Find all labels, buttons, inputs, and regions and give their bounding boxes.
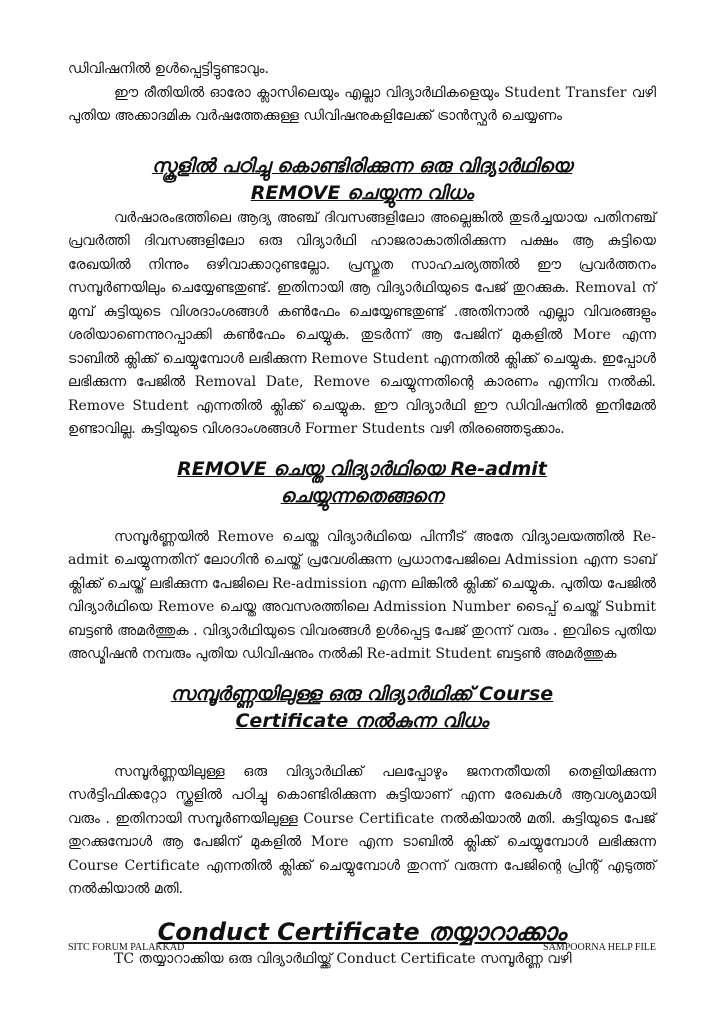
footer-left: SITC FORUM PALAKKAD bbox=[68, 942, 185, 953]
section3-title-line1: സമ്പൂർണ്ണയിലുള്ള ഒരു വിദ്യാർഥിക്ക് Course bbox=[170, 682, 554, 705]
section3-heading bbox=[68, 681, 656, 735]
section1-body: വർഷാരംഭത്തിലെ ആദ്യ അഞ്ച് ദിവസങ്ങളിലോ അല്ലെങ്കിൽ തുടർച്ചയായ പതിനഞ്ച് പ്രവർത്തി ദിവസങ്ങളിലോ ഒരു വിദ്യാർഥി ഹാജരാകാതിരിക്കുന്ന പക്ഷം ആ കുട്ടിയെ രേഖയിൽ നിന്നും ഒഴിവാക്കാറുണ്ടല്ലോ. പ്രസ്തുത സാഹചര്യത്തിൽ ഈ പ്രവർത്തനം സമ്പൂർണയിലും ചെയ്യേണ്ടതുണ്ട്. ഇതിനായി ആ വിദ്യാർഥിയുടെ പേജ് തുറക്കുക. Removal ന് മുമ്പ് കുട്ടിയുടെ വിശദാംശങ്ങൾ കൺഫേം ചെയ്യേണ്ടതുണ്ട് .അതിനാൽ എല്ലാ വിവരങ്ങളും ശരിയാണെന്നുറപ്പാക്കി കൺഫേം ചെയ്യുക. തുടർന്ന് ആ പേജിന് മുകളിൽ More എന്ന ടാബിൽ ക്ലിക്ക് ചെയ്യുമ്പോൾ ലഭിക്കുന്ന Remove Student എന്നതിൽ ക്ലിക്ക് ചെയ്യുക. ഇപ്പോൾ ലഭിക്കുന്ന പേജിൽ Removal Date, Remove ചെയ്യുന്നതിന്റെ കാരണം എന്നിവ നൽകി. Remove Student എന്നതിൽ ക്ലിക്ക് ചെയ്യുക. ഈ വിദ്യാർഥി ഈ ഡിവിഷനിൽ ഇനിമേൽ ഉണ്ടാവില്ല. കുട്ടിയുടെ വിശദാംശങ്ങൾ Former Students വഴി തിരഞ്ഞെടുക്കാം. bbox=[68, 209, 656, 437]
section1-title-line2: REMOVE ചെയ്യുന്ന വിധം bbox=[250, 181, 474, 204]
intro-line: ഡിവിഷനിൽ ഉൾപ്പെട്ടിട്ടുണ്ടാവും. bbox=[68, 61, 269, 77]
page-footer bbox=[68, 942, 656, 953]
section3-title-line2: Certificate നൽകുന്ന വിധം bbox=[235, 709, 489, 732]
section2-body: സമ്പൂർണ്ണയിൽ Remove ചെയ്ത വിദ്യാർഥിയെ പിന്നീട് അതേ വിദ്യാലയത്തിൽ Re-admit ചെയ്യുന്നതിന് ലോഗിൻ ചെയ്ത് പ്രവേശിക്കുന്ന പ്രധാനപേജിലെ Admission എന്ന ടാബ് ക്ലിക്ക് ചെയ്ത് ലഭിക്കുന്ന പേജിലെ Re-admission എന്ന ലിങ്കിൽ ക്ലിക്ക് ചെയ്യുക. പുതിയ പേജിൽ വിദ്യാർഥിയെ Remove ചെയ്ത അവസരത്തിലെ Admission Number ടൈപ്പ് ചെയ്ത് Submit ബട്ടൺ അമർത്തുക . വിദ്യാർഥിയുടെ വിവരങ്ങൾ ഉൾപ്പെട്ട പേജ് തുറന്ന് വരും . ഇവിടെ പുതിയ അഡ്മിഷൻ നമ്പരും പുതിയ ഡിവിഷനും നൽകി Re-admit Student ബട്ടൺ അമർത്തുക bbox=[68, 528, 656, 662]
footer-right: SAMPOORNA HELP FILE bbox=[543, 942, 656, 953]
section2-title-line1: REMOVE ചെയ്ത വിദ്യാർഥിയെ Re-admit bbox=[177, 457, 547, 480]
section4-body: TC തയ്യാറാക്കിയ ഒരു വിദ്യാർഥിയ്ക്ക് Conduct Certificate സമ്പൂർണ്ണ വഴി bbox=[114, 950, 572, 967]
intro-paragraph: ഈ രീതിയിൽ ഓരോ ക്ലാസിലെയും എല്ലാ വിദ്യാർഥികളെയും Student Transfer വഴി പുതിയ അക്കാദമിക വർഷത്തേക്കുള്ള ഡിവിഷനുകളിലേക്ക് ട്രാൻസ്ഫർ ചെയ്യണം bbox=[68, 84, 656, 124]
section2-heading bbox=[68, 456, 656, 510]
section3-body: സമ്പൂർണ്ണയിലുള്ള ഒരു വിദ്യാർഥിക്ക് പലപ്പോഴും ജനനതീയതി തെളിയിക്കുന്ന സർട്ടിഫിക്കറ്റോ സ്കൂളിൽ പഠിച്ചു കൊണ്ടിരിക്കുന്ന കുട്ടിയാണ് എന്ന രേഖകൾ ആവശ്യമായി വരും . ഇതിനായി സമ്പൂർണയിലുള്ള Course Certificate നൽകിയാൽ മതി. കുട്ടിയുടെ പേജ് തുറക്കുമ്പോൾ ആ പേജിന് മുകളിൽ More എന്ന ടാബിൽ ക്ലിക്ക് ചെയ്യുമ്പോൾ ലഭിക്കുന്ന Course Certificate എന്നതിൽ ക്ലിക്ക് ചെയ്യുമ്പോൾ തുറന്ന് വരുന്ന പേജിന്റെ പ്രിന്റ് എടുത്ത് നൽകിയാൽ മതി. bbox=[68, 763, 656, 897]
section2-title-line2: ചെയ്യുന്നതെങ്ങനെ bbox=[280, 484, 444, 507]
section1-heading bbox=[68, 153, 656, 207]
section4-title: Conduct Certificate തയ്യാറാക്കാം bbox=[157, 917, 567, 946]
section1-title-line1: സ്കൂളിൽ പഠിച്ചു കൊണ്ടിരിക്കുന്ന ഒരു വിദ്യാർഥിയെ bbox=[151, 154, 573, 177]
